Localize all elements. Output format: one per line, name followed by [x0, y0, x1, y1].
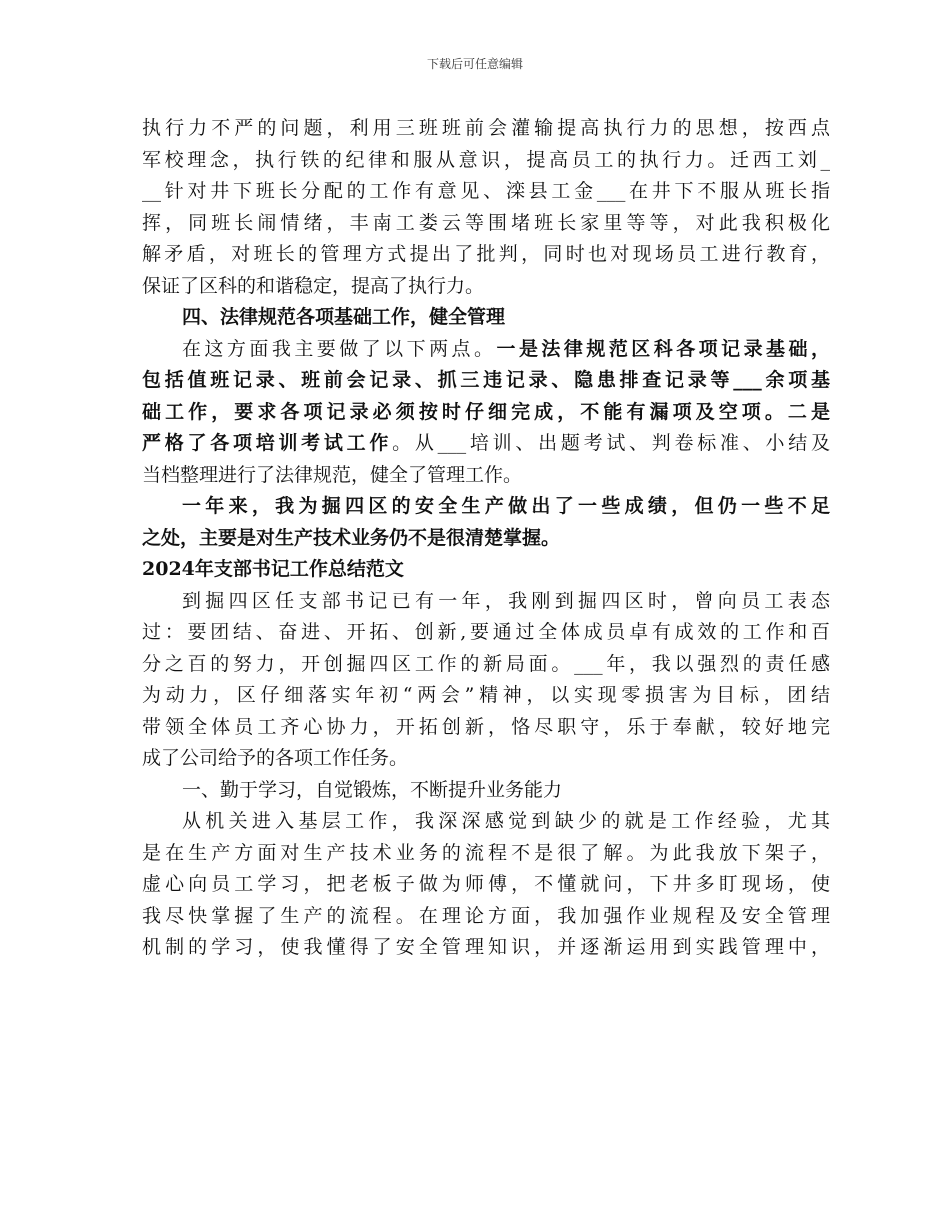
text-line: [142, 397, 830, 429]
text-run: 到掘四区任支部书记已有一年，我刚到掘四区时，曾向员工表态: [182, 589, 830, 612]
text-run: 军校理念，执行铁的纪律和服从意识，提高员工的执行力。迁西工刘_: [142, 148, 830, 171]
text-run: 带领全体员工齐心协力，开拓创新，恪尽职守，乐于奉献，较好地完: [142, 715, 830, 738]
text-run: 是在生产方面对生产技术业务的流程不是很了解。为此我放下架子，: [142, 841, 830, 864]
text-line: [142, 712, 830, 744]
text-run: 执行力不严的问题，利用三班班前会灌输提高执行力的思想，按西点: [142, 117, 830, 139]
bold-text-run: 严格了各项培训考试工作: [142, 432, 393, 454]
bold-text-run: 2024年支部书记工作总结范文: [142, 558, 404, 580]
text-line: [142, 239, 830, 271]
text-run: __针对井下班长分配的工作有意见、滦县工金___在井下不服从班长指: [142, 180, 830, 202]
text-line: [142, 208, 830, 240]
text-run: 保证了区科的和谐稳定，提高了执行力。: [142, 274, 485, 297]
text-run: 过：要团结、奋进、开拓、创新,要通过全体成员卓有成效的工作和百: [142, 621, 830, 643]
text-line: [142, 365, 830, 397]
bold-text-run: 之处，主要是对生产技术业务仍不是很清楚掌握。: [142, 526, 561, 549]
text-line: [142, 775, 830, 807]
text-run: 从机关进入基层工作，我深深感觉到缺少的就是工作经验，尤其: [182, 810, 830, 832]
text-run: 分之百的努力，开创掘四区工作的新局面。___年，我以强烈的责任感: [142, 652, 830, 675]
text-line: [142, 113, 830, 145]
text-run: 我尽快掌握了生产的流程。在理论方面，我加强作业规程及安全管理: [142, 904, 830, 927]
bold-text-run: 四、法律规范各项基础工作，健全管理: [182, 306, 506, 328]
text-line: [142, 334, 830, 366]
header-note: 下载后可任意编辑: [426, 57, 523, 71]
text-run: 虚心向员工学习，把老板子做为师傅，不懂就问，下井多盯现场，使: [142, 873, 830, 895]
text-run: 一、勤于学习，自觉锻炼，不断提升业务能力: [182, 778, 563, 801]
text-line: [142, 649, 830, 681]
text-line: [142, 428, 830, 460]
bold-text-run: 一年来，我为掘四区的安全生产做出了一些成绩，但仍一些不足: [182, 495, 830, 517]
text-line: [142, 460, 830, 492]
text-line: [142, 302, 830, 334]
text-line: [142, 680, 830, 712]
bold-text-run: 一是法律规范区科各项记录基础，: [496, 337, 830, 360]
text-line: [142, 617, 830, 649]
text-line: [142, 743, 830, 775]
section-title: [142, 554, 830, 586]
text-line: [142, 932, 830, 964]
text-run: 在这方面我主要做了以下两点。: [182, 337, 497, 360]
text-line: [142, 176, 830, 208]
text-line: [142, 523, 830, 555]
bold-text-run: 础工作，要求各项记录必须按时仔细完成，不能有漏项及空项。二是: [142, 400, 830, 423]
text-line: [142, 838, 830, 870]
text-line: [142, 869, 830, 901]
text-line: [142, 806, 830, 838]
text-line: [142, 901, 830, 933]
text-line: [142, 586, 830, 618]
text-run: 成了公司给予的各项工作任务。: [142, 747, 409, 769]
text-run: 当档整理进行了法律规范，健全了管理工作。: [142, 463, 523, 486]
text-run: 挥，同班长闹情绪，丰南工娄云等围堵班长家里等等，对此我积极化: [142, 211, 830, 234]
text-line: [142, 491, 830, 523]
bold-text-run: 包括值班记录、班前会记录、抓三违记录、隐患排查记录等___余项基: [142, 369, 830, 391]
text-line: [142, 145, 830, 177]
document-body: [142, 113, 830, 964]
text-line: [142, 271, 830, 303]
text-run: 解矛盾，对班长的管理方式提出了批判，同时也对现场员工进行教育，: [142, 243, 830, 265]
text-run: 机制的学习，使我懂得了安全管理知识，并逐渐运用到实践管理中，: [142, 936, 830, 958]
text-run: 为动力，区仔细落实年初“两会”精神，以实现零损害为目标，团结: [142, 684, 830, 706]
text-run: 。从___培训、出题考试、判卷标准、小结及: [392, 432, 830, 454]
